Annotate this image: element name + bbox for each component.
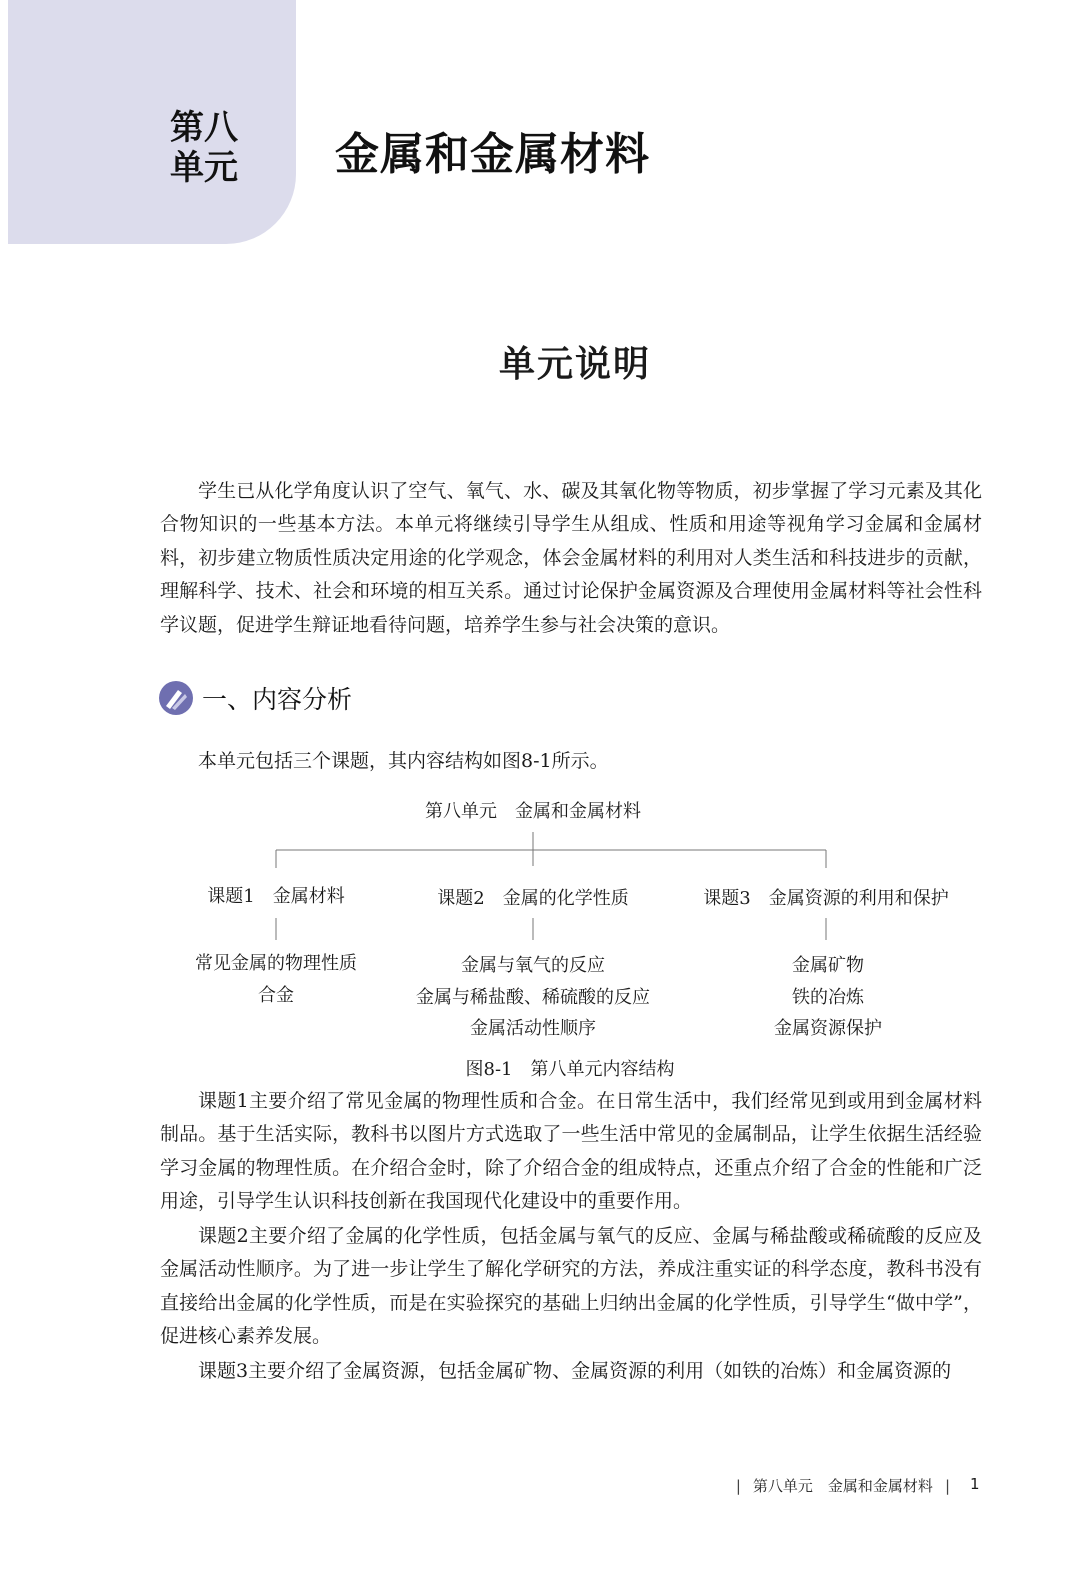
topic2-item: 金属与稀盐酸、稀硫酸的反应	[416, 987, 650, 1008]
page-footer	[736, 1475, 950, 1496]
section-title: 单元说明	[498, 343, 651, 385]
unit-label-line2: 单元	[170, 148, 238, 188]
running-title: 第八单元 金属和金属材料	[752, 1477, 933, 1495]
content-intro: 本单元包括三个课题，其内容结构如图8-1所示。	[198, 750, 609, 772]
topic3-item: 金属矿物	[792, 955, 864, 976]
topic3-item: 金属资源保护	[774, 1018, 882, 1039]
book-pen-icon	[158, 680, 194, 716]
topic1-item: 常见金属的物理性质	[195, 953, 357, 974]
topic1-item: 合金	[258, 985, 294, 1006]
topic3-paragraph: 课题3主要介绍了金属资源，包括金属矿物、金属资源的利用（如铁的冶炼）和金属资源的	[198, 1360, 952, 1382]
unit-label	[170, 108, 260, 188]
footer-divider: |	[944, 1476, 950, 1495]
topic2-paragraph: 课题2主要介绍了金属的化学性质，包括金属与氧气的反应、金属与稀盐酸或稀硫酸的反应及金属活动性顺序。为了进一步让学生了解化学研究的方法，养成注重实证的科学态度，教科书没有直接给出金属的化学性质，而是在实验探究的基础上归纳出金属的化学性质，引导学生“做中学”，促进核心素养发展。	[160, 1225, 982, 1348]
figure-caption: 图8-1 第八单元内容结构	[465, 1059, 675, 1080]
page-number: 1	[970, 1475, 980, 1493]
diagram-root: 第八单元 金属和金属材料	[425, 801, 641, 822]
intro-paragraph: 学生已从化学角度认识了空气、氧气、水、碳及其氧化物等物质，初步掌握了学习元素及其化合物知识的一些基本方法。本单元将继续引导学生从组成、性质和用途等视角学习金属和金属材料，初步建立物质性质决定用途的化学观念，体会金属材料的利用对人类生活和科技进步的贡献，理解科学、技术、社会和环境的相互关系。通过讨论保护金属资源及合理使用金属材料等社会性科学议题，促进学生辩证地看待问题，培养学生参与社会决策的意识。	[160, 480, 982, 636]
topic1-paragraph: 课题1主要介绍了常见金属的物理性质和合金。在日常生活中，我们经常见到或用到金属材料制品。基于生活实际，教科书以图片方式选取了一些生活中常见的金属制品，让学生依据生活经验学习金属的物理性质。在介绍合金时，除了介绍合金的组成特点，还重点介绍了合金的性能和广泛用途，引导学生认识科技创新在我国现代化建设中的重要作用。	[160, 1090, 982, 1213]
topic2-item: 金属活动性顺序	[470, 1018, 596, 1039]
footer-divider: |	[735, 1476, 741, 1495]
unit-title: 金属和金属材料	[335, 129, 650, 180]
topic1-title: 课题1 金属材料	[207, 886, 345, 907]
content-heading: 一、内容分析	[202, 685, 353, 714]
topic2-item: 金属与氧气的反应	[461, 955, 605, 976]
content-heading-row	[158, 680, 352, 716]
topic2-title: 课题2 金属的化学性质	[437, 888, 629, 909]
topic3-item: 铁的冶炼	[792, 987, 864, 1008]
unit-label-line1: 第八	[170, 108, 238, 148]
topic3-title: 课题3 金属资源的利用和保护	[703, 888, 949, 909]
